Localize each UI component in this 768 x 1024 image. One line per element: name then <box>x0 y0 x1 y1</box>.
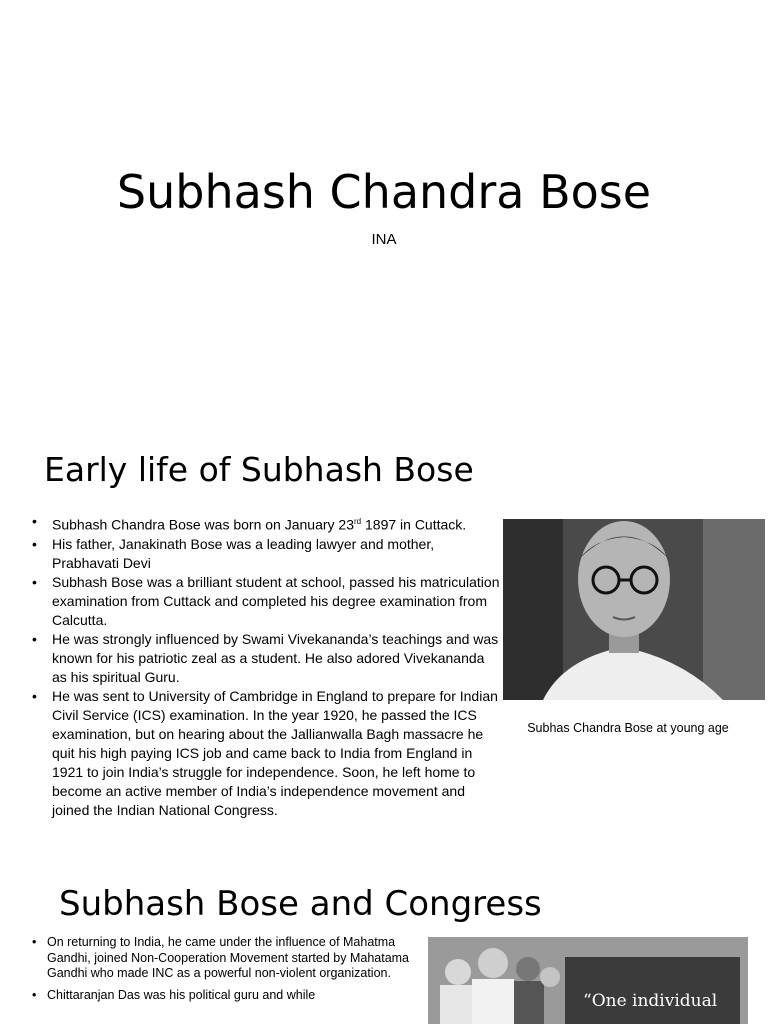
congress-photo <box>428 937 748 1024</box>
bullet-item <box>52 512 500 535</box>
bullet-item: • He was strongly influenced by Swami Vivekananda’s teachings and was known for his patriotic zeal as a student. He also adored Vivekananda as his spiritual Guru. <box>52 630 500 687</box>
quote-text: “One individual <box>583 991 718 1011</box>
photo-caption: Subhas Chandra Bose at young age <box>527 721 729 735</box>
bullet-item: • His father, Janakinath Bose was a leading lawyer and mother, Prabhavati Devi <box>52 535 500 573</box>
portrait-illustration <box>503 519 765 700</box>
bullet-item: • On returning to India, he came under the influence of Mahatma Gandhi, joined Non-Cooperation Movement started by Mahatama Gandhi who made INC as a powerful non-violent organization. <box>47 935 409 982</box>
presentation-title: Subhash Chandra Bose <box>116 165 652 219</box>
ordinal-suffix: rd <box>353 517 362 526</box>
quote-box <box>565 957 740 1024</box>
bullet-item: • Chittaranjan Das was his political guru and while <box>47 988 409 1004</box>
title-slide <box>0 0 768 420</box>
early-life-bullet-list <box>52 512 500 820</box>
bullet-item: • Subhash Bose was a brilliant student at school, passed his matriculation examination from Cuttack and completed his degree examination from Calcutta. <box>52 573 500 630</box>
bullet-item: • He was sent to University of Cambridge in England to prepare for Indian Civil Service (ICS) examination. In the year 1920, he passed the ICS examination, but on hearing about the Jallianwalla Bagh massacre he quit his high paying ICS job and came back to India from England in 1921 to join India’s struggle for independence. Soon, he left home to become an active member of India’s independence movement and joined the Indian National Congress. <box>52 687 500 820</box>
bullet-text: Subhash Chandra Bose was born on January 23 <box>52 516 354 533</box>
bullet-text: 1897 in Cuttack. <box>361 516 467 533</box>
portrait-photo <box>503 519 765 700</box>
congress-bullet-list <box>47 935 409 1010</box>
presentation-subtitle: INA <box>371 231 397 248</box>
early-life-heading: Early life of Subhash Bose <box>44 450 474 489</box>
congress-heading: Subhash Bose and Congress <box>59 884 542 924</box>
